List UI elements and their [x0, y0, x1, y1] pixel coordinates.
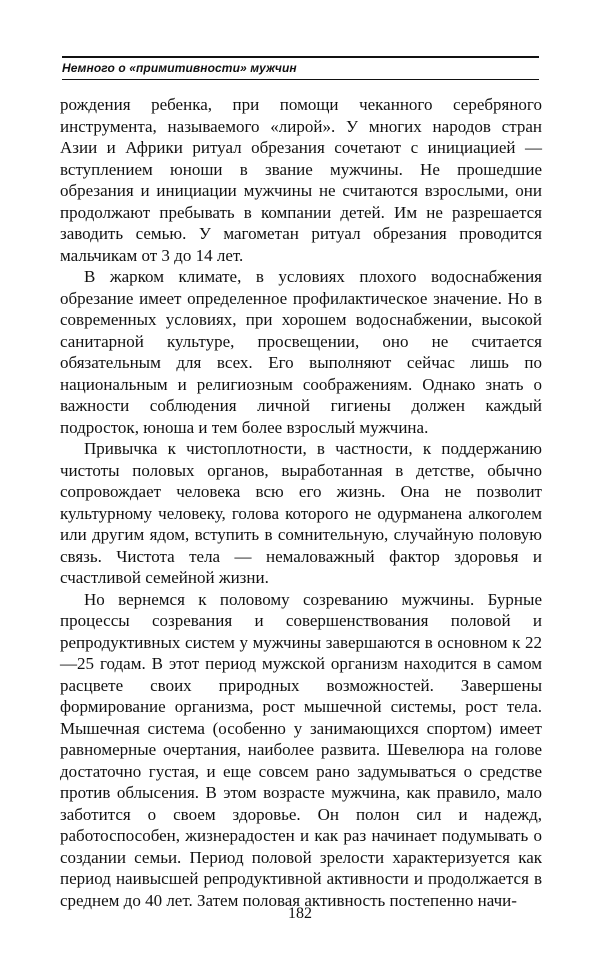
paragraph-hot-climate: В жарком климате, в условиях плохого водоснабжения обрезание имеет определенное профилактическое значение. Но в современных условиях, при хорошем водоснабжении, высокой санитарной культуре, просвещении, оно не считается обязательным для всех. Его выполняют сейчас лишь по национальным и религиозным соображениям. Однако знать о важности соблюдения личной гигиены должен каждый подросток, юноша и тем более взрослый мужчина. — [60, 267, 542, 437]
page-number: 182 — [288, 905, 312, 922]
header-rule-bottom — [62, 79, 539, 80]
paragraph-maturation: Но вернемся к половому созреванию мужчины. Бурные процессы созревания и совершенствования половой и репродуктивных систем у мужчины завершаются в основном к 22—25 годам. В этот период мужской организм находится в самом расцвете своих природных возможностей. Завершены формирование организма, рост мышечной системы, рост тела. Мышечная система (особенно у занимающихся спортом) имеет равномерные очертания, наиболее развита. Шевелюра на голове достаточно густая, и еще совсем рано задумываться о средстве против облысения. В этом возрасте мужчина, как правило, мало заботится о своем здоровье. Он полон сил и надежд, работоспособен, жизнерадостен и как раз начинает подумывать о создании семьи. Период половой зрелости характеризуется как период наивысшей репродуктивной активности и продолжается в среднем до 40 лет. Затем половая активность постепенно начи- — [60, 589, 542, 910]
running-header-title: Немного о «примитивности» мужчин — [62, 61, 297, 75]
paragraph-cleanliness: Привычка к чистоплотности, в частности, к поддержанию чистоты половых органов, выработанная в детстве, обычно сопровождает человека всю его жизнь. Она не позволит культурному человеку, голова которого не одурманена алкоголем или другим ядом, вступить в сомнительную, случайную половую связь. Чистота тела — немаловажный фактор здоровья и счастливой семейной жизни. — [60, 439, 542, 587]
header-rule-top — [62, 56, 539, 58]
body-text — [60, 94, 542, 911]
paragraph-continuation: рождения ребенка, при помощи чеканного серебряного инструмента, называемого «лирой». У многих народов стран Азии и Африки ритуал обрезания сочетают с инициацией — вступлением юноши в звание мужчины. Не прошедшие обрезания и инициации мужчины не считаются взрослыми, они продолжают пребывать в компании детей. Им не разрешается заводить семью. У магометан ритуал обрезания проводится мальчикам от 3 до 14 лет. — [60, 95, 542, 265]
running-header — [62, 56, 539, 80]
